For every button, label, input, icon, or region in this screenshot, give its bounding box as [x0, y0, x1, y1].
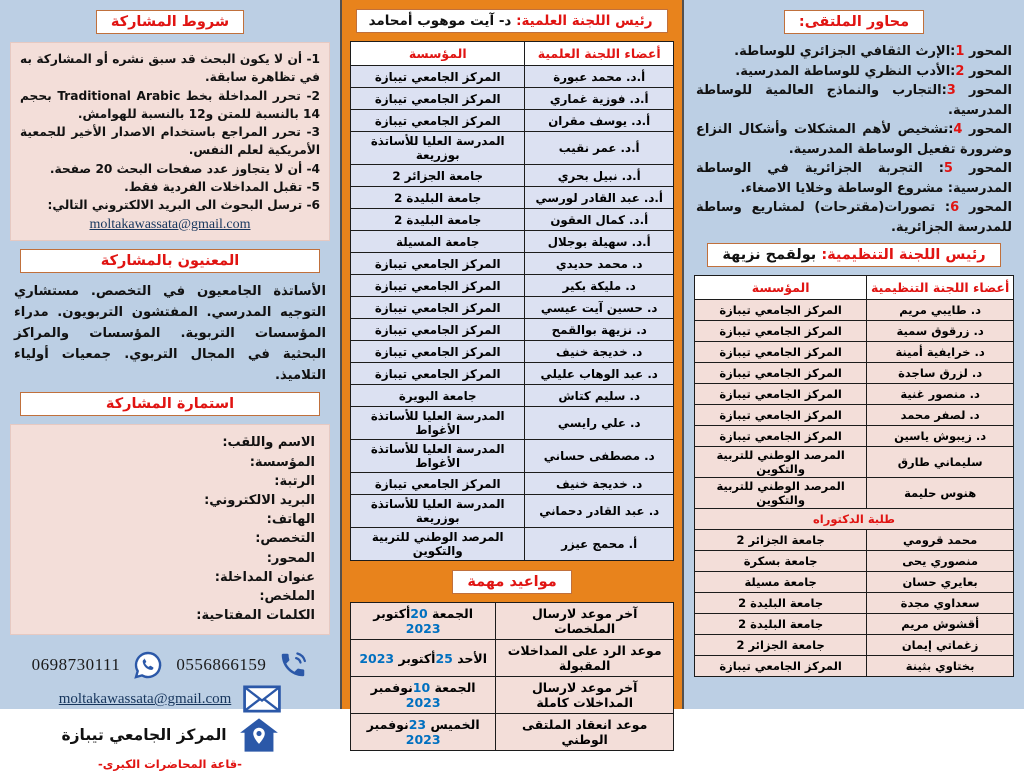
important-dates-title-box [452, 570, 571, 594]
member-cell: د. زيبوش ياسين [867, 426, 1014, 447]
table-row [351, 165, 674, 187]
table-row [351, 297, 674, 319]
institution-cell: المركز الجامعي تيبازة [351, 253, 525, 275]
venue-row [10, 717, 330, 753]
audience-title: المعنيون بالمشاركة [100, 252, 240, 269]
institution-cell: المركز الجامعي تيبازة [695, 384, 867, 405]
institution-cell: جامعة البليدة 2 [695, 614, 867, 635]
contact-section [10, 641, 330, 771]
institution-cell: المركز الجامعي تيبازة [351, 341, 525, 363]
date-value-cell [351, 677, 496, 714]
member-cell: أ.د. محمد عبورة [525, 66, 674, 88]
institution-cell: المركز الجامعي تيبازة [351, 88, 525, 110]
date-year: 2023 [405, 621, 441, 636]
institution-cell: المدرسة العليا للأساتذة بوزريعة [351, 495, 525, 528]
member-cell: بختاوي بثينة [867, 656, 1014, 677]
theme-number: 5 [943, 161, 953, 176]
theme-text: :الإرث الثقافي الجزائري للوساطة. [734, 44, 956, 59]
organizing-chair-title-box [707, 243, 1000, 267]
member-cell: أ.د. كمال العقون [525, 209, 674, 231]
contact-email-link[interactable]: moltakawassata@gmail.com [58, 691, 232, 708]
table-row [351, 528, 674, 561]
member-cell: أ.د. سهيلة بوجلال [525, 231, 674, 253]
phone-number: 0556866159 [176, 654, 267, 674]
theme-label: المحور [968, 44, 1012, 59]
form-field-label: المؤسسة: [249, 454, 315, 470]
member-cell: د. عبد الوهاب عليلي [525, 363, 674, 385]
member-cell: محمد قرومي [867, 530, 1014, 551]
sci-members-header: أعضاء اللجنة العلمية [525, 42, 674, 66]
date-month: نوفمبر [370, 680, 413, 695]
table-row [351, 110, 674, 132]
member-cell: أ.د. يوسف مقران [525, 110, 674, 132]
scientific-committee-table [350, 41, 674, 561]
date-day-number: 10 [412, 680, 431, 695]
institution-cell: جامعة الجزائر 2 [695, 530, 867, 551]
table-row [695, 300, 1014, 321]
form-field-label: الرتبة: [274, 473, 315, 489]
scientific-committee-column [340, 0, 684, 747]
institution-cell: جامعة المسيلة [351, 231, 525, 253]
date-day-name: الأحد [457, 650, 488, 666]
member-cell: د. منصور غنية [867, 384, 1014, 405]
member-cell: د. نزيهة بوالقمح [525, 319, 674, 341]
member-cell: سليماني طارق [867, 447, 1014, 478]
participation-column [0, 0, 340, 771]
form-field-label: الكلمات المفتاحية: [196, 608, 315, 624]
institution-cell: المركز الجامعي تيبازة [695, 342, 867, 363]
table-row [351, 88, 674, 110]
form-field-label: المحور: [266, 550, 315, 566]
organizing-chair-name: بولقمح نزيهة [722, 247, 822, 263]
theme-text: :التجارب والنماذج العالمية للوساطة المدرسية. [696, 83, 1012, 118]
table-row [351, 231, 674, 253]
whatsapp-icon [132, 649, 164, 681]
table-row [695, 656, 1014, 677]
date-day-name: الجمعة [432, 606, 474, 621]
condition-item: 4- أن لا يتجاوز عدد صفحات البحث 20 صفحة. [49, 161, 320, 176]
member-cell: هنوس حليمة [867, 478, 1014, 509]
member-cell: أ.د. عبد القادر لورسي [525, 187, 674, 209]
theme-label: المحور [968, 83, 1012, 98]
org-institution-header: المؤسسة [695, 276, 867, 300]
member-cell: د. مليكة بكير [525, 275, 674, 297]
institution-cell: المركز الجامعي تيبازة [695, 363, 867, 384]
form-field-label: الملخص: [259, 589, 315, 605]
institution-cell: المركز الجامعي تيبازة [695, 405, 867, 426]
audience-title-box [20, 249, 321, 273]
table-row [695, 426, 1014, 447]
theme-item [696, 198, 1012, 237]
theme-text: : تصورات(مقترحات) لمشاريع وساطة للمدرسة الجزائرية. [696, 200, 1012, 235]
institution-cell: المركز الجامعي تيبازة [351, 319, 525, 341]
themes-column [684, 0, 1024, 709]
table-row [351, 714, 674, 751]
institution-cell: المدرسة العليا للأساتذة الأغواط [351, 440, 525, 473]
sci-header-row [351, 42, 674, 66]
org-members-header: أعضاء اللجنة التنظيمية [867, 276, 1014, 300]
member-cell: د. خديجة خنيف [525, 341, 674, 363]
theme-number: 2 [955, 63, 965, 79]
org-header-row [695, 276, 1014, 300]
theme-number: 3 [946, 83, 956, 98]
form-field-label: عنوان المداخلة: [214, 569, 315, 585]
institution-cell: المدرسة العليا للأساتذة الأغواط [351, 407, 525, 440]
institution-cell: المركز الجامعي تيبازة [351, 275, 525, 297]
table-row [695, 384, 1014, 405]
institution-cell: المركز الجامعي تيبازة [695, 426, 867, 447]
theme-number: 6 [950, 200, 960, 215]
themes-title-box [784, 10, 924, 34]
theme-label: المحور [968, 161, 1012, 176]
member-cell: د. طايبي مريم [867, 300, 1014, 321]
form-field-label: البريد الالكتروني: [204, 493, 315, 508]
email-row [10, 685, 330, 713]
date-label-cell: آخر موعد لارسال الملخصات [496, 603, 674, 640]
table-row [695, 447, 1014, 478]
table-row [695, 363, 1014, 384]
member-cell: أ.د. نبيل بحري [525, 165, 674, 187]
institution-cell: المركز الجامعي تيبازة [695, 300, 867, 321]
phone-icon [278, 650, 308, 680]
date-year: 2023 [405, 732, 441, 747]
important-dates-table [350, 602, 674, 751]
date-day-number: 25 [435, 650, 453, 666]
date-month: نوفمبر [366, 717, 409, 732]
member-cell: د. زرقوق سمية [867, 321, 1014, 342]
member-cell: د. عبد القادر دحماني [525, 495, 674, 528]
table-row [351, 603, 674, 640]
table-row [351, 209, 674, 231]
table-row [351, 275, 674, 297]
member-cell: د. خرايفية أمينة [867, 342, 1014, 363]
table-row [351, 319, 674, 341]
table-row [695, 405, 1014, 426]
table-row [695, 321, 1014, 342]
table-row [695, 614, 1014, 635]
theme-text: :الأدب النظري للوساطة المدرسية. [735, 63, 956, 79]
date-label-cell: موعد الرد على المداخلات المقبولة [496, 640, 674, 677]
institution-cell: جامعة الجزائر 2 [351, 165, 525, 187]
date-value-cell [351, 714, 496, 751]
member-cell: د. مصطفى حساني [525, 440, 674, 473]
table-row [695, 478, 1014, 509]
conditions-title-box [96, 10, 244, 34]
audience-text: الأساتذة الجامعيون في التخصص. مستشاري التوجيه المدرسي. المفتشون التربويون. مدراء المؤسسات التربوية. المؤسسات والمراكز البحثية في المجال التربوي. جمعيات أولياء التلاميذ. [14, 283, 326, 384]
date-label-cell: موعد انعقاد الملتقى الوطني [496, 714, 674, 751]
conditions-title: شروط المشاركة [110, 14, 230, 30]
institution-cell: جامعة البليدة 2 [351, 209, 525, 231]
institution-cell: المرصد الوطني للتربية والتكوين [351, 528, 525, 561]
phd-header-row [695, 509, 1014, 530]
table-row [351, 495, 674, 528]
member-cell: سعداوي مجدة [867, 593, 1014, 614]
date-day-name: الخميس [430, 717, 480, 732]
theme-number: 4 [953, 122, 963, 137]
date-value-cell [351, 603, 496, 640]
organizing-committee-table [694, 275, 1014, 677]
member-cell: د. علي رايسي [525, 407, 674, 440]
table-row [695, 551, 1014, 572]
institution-cell: المركز الجامعي تيبازة [351, 297, 525, 319]
scientific-chair-name: د- آيت موهوب أمحامد [368, 13, 517, 29]
table-row [695, 342, 1014, 363]
theme-item [696, 62, 1012, 82]
date-month: أكتوبر [373, 606, 411, 621]
form-title: استمارة المشاركة [105, 396, 235, 413]
phone-numbers-row [10, 649, 330, 681]
theme-text: : التجربة الجزائرية في الوساطة المدرسية: مشروع الوساطة وخلايا الاصغاء. [696, 161, 1012, 196]
form-field-label: التخصص: [255, 531, 315, 547]
institution-cell: جامعة البليدة 2 [695, 593, 867, 614]
form-title-box [20, 392, 321, 416]
theme-item [696, 42, 1012, 62]
theme-item [696, 81, 1012, 120]
table-row [351, 385, 674, 407]
member-cell: زغماتي إيمان [867, 635, 1014, 656]
institution-cell: المدرسة العليا للأساتذة بوزريعة [351, 132, 525, 165]
home-icon [239, 717, 279, 753]
member-cell: د. حسين آيت عيسي [525, 297, 674, 319]
institution-cell: المركز الجامعي تيبازة [695, 656, 867, 677]
date-day-name: الجمعة [434, 680, 476, 695]
form-field-label: الهاتف: [266, 512, 315, 528]
member-cell: د. لصفر محمد [867, 405, 1014, 426]
scientific-chair-label: رئيس اللجنة العلمية: [516, 13, 653, 29]
member-cell: أ. محمج عيزر [525, 528, 674, 561]
date-year: 2023 [405, 695, 441, 710]
theme-label: المحور [968, 63, 1012, 79]
date-day-number: 20 [410, 606, 428, 621]
institution-cell: جامعة بسكرة [695, 551, 867, 572]
date-year: 2023 [359, 650, 395, 666]
institution-cell: المرصد الوطني للتربية والتكوين [695, 447, 867, 478]
member-cell: منصوري يحى [867, 551, 1014, 572]
institution-cell: جامعة مسيلة [695, 572, 867, 593]
table-row [351, 440, 674, 473]
scientific-chair-title-box [356, 9, 667, 33]
date-value-cell [351, 640, 496, 677]
member-cell: أ.د. فوزية غماري [525, 88, 674, 110]
theme-label: المحور [968, 200, 1012, 215]
table-row [695, 572, 1014, 593]
date-day-number: 23 [408, 717, 427, 732]
condition-item: 3- تحرر المراجع باستخدام الاصدار الأخير للجمعية الأمريكية لعلم النفس. [20, 125, 320, 158]
theme-text: :تشخيص لأهم المشكلات وأشكال النزاع وضرورة تفعيل الوساطة المدرسية. [696, 122, 1012, 157]
institution-cell: المرصد الوطني للتربية والتكوين [695, 478, 867, 509]
member-cell: أقشوش مريم [867, 614, 1014, 635]
institution-cell: المركز الجامعي تيبازة [351, 473, 525, 495]
date-month: أكتوبر [398, 650, 436, 666]
condition-item: 5- تقبل المداخلات الفردية فقط. [124, 180, 320, 195]
venue-name: المركز الجامعي تيبازة [61, 725, 227, 744]
table-row [695, 593, 1014, 614]
themes-list [696, 42, 1012, 237]
submission-email-link[interactable]: moltakawassata@gmail.com [89, 216, 251, 232]
member-cell: د. سليم كتاش [525, 385, 674, 407]
phd-students-header: طلبة الدكتوراه [695, 509, 1014, 530]
table-row [351, 253, 674, 275]
table-row [351, 473, 674, 495]
institution-cell: المركز الجامعي تيبازة [351, 363, 525, 385]
table-row [351, 341, 674, 363]
table-row [695, 635, 1014, 656]
hall-name: -قاعة المحاضرات الكبرى- [98, 756, 242, 771]
table-row [351, 363, 674, 385]
condition-item: 6- ترسل البحوث الى البريد الالكتروني التالي: [47, 198, 320, 213]
table-row [351, 187, 674, 209]
institution-cell: المركز الجامعي تيبازة [695, 321, 867, 342]
conditions-panel [10, 42, 330, 241]
table-row [695, 530, 1014, 551]
member-cell: بعايري حسان [867, 572, 1014, 593]
organizing-chair-label: رئيس اللجنة التنظيمية: [821, 247, 986, 263]
institution-cell: المركز الجامعي تيبازة [351, 66, 525, 88]
institution-cell: جامعة البويرة [351, 385, 525, 407]
theme-label: المحور [968, 122, 1012, 137]
table-row [351, 66, 674, 88]
theme-item [696, 120, 1012, 159]
theme-number: 1 [955, 44, 965, 59]
date-label-cell: آخر موعد لارسال المداخلات كاملة [496, 677, 674, 714]
member-cell: د. خديجة خنيف [525, 473, 674, 495]
condition-item: 1- أن لا يكون البحث قد سبق نشره أو المشاركة به في تظاهرة سابقة. [20, 52, 320, 85]
member-cell: د. محمد حديدي [525, 253, 674, 275]
themes-title: محاور الملتقى: [798, 14, 910, 30]
institution-cell: المركز الجامعي تيبازة [351, 110, 525, 132]
condition-item: 2- تحرر المداخلة بخط Traditional Arabic بحجم 14 بالنسبة للمتن و12 بالنسبة للهوامش. [20, 88, 320, 121]
institution-cell: جامعة الجزائر 2 [695, 635, 867, 656]
table-row [351, 132, 674, 165]
theme-item [696, 159, 1012, 198]
sci-institution-header: المؤسسة [351, 42, 525, 66]
institution-cell: جامعة البليدة 2 [351, 187, 525, 209]
envelope-icon [243, 685, 281, 713]
table-row [351, 640, 674, 677]
member-cell: أ.د. عمر نقيب [525, 132, 674, 165]
important-dates-title: مواعيد مهمة [467, 574, 557, 590]
whatsapp-number: 0698730111 [31, 654, 121, 674]
participation-form-panel [10, 424, 330, 634]
table-row [351, 407, 674, 440]
form-field-label: الاسم واللقب: [222, 435, 315, 451]
table-row [351, 677, 674, 714]
member-cell: د. لزرق ساجدة [867, 363, 1014, 384]
